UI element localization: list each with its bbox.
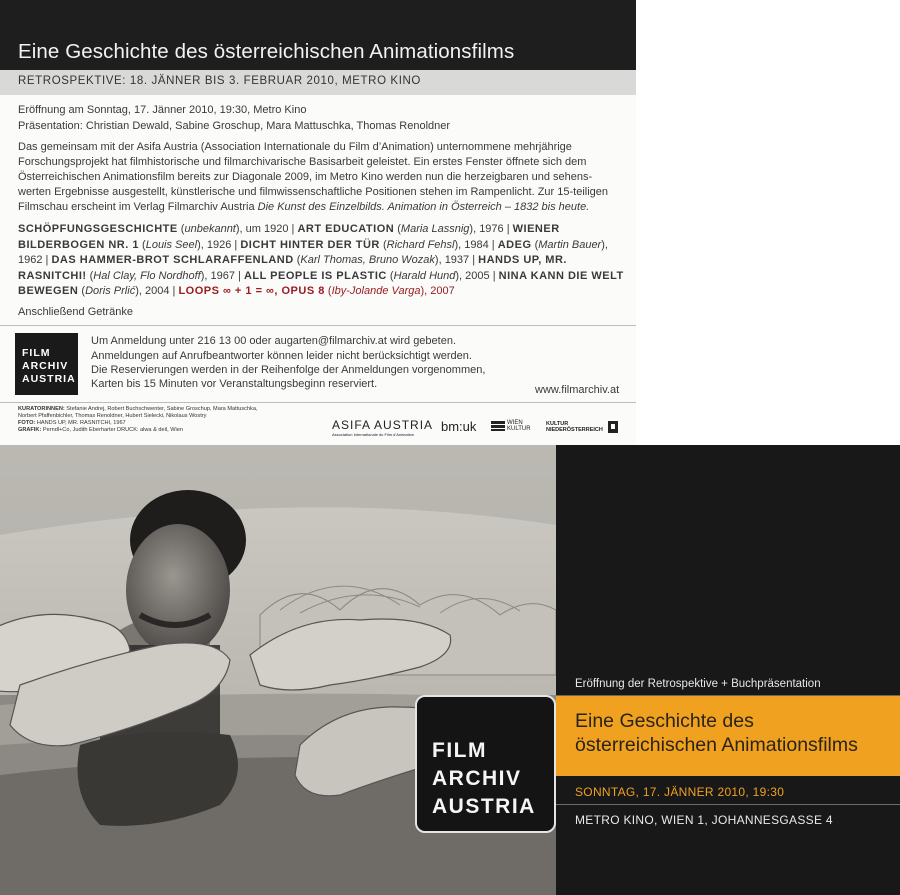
invitation-title: Eine Geschichte des österreichischen Animationsfilms <box>18 40 515 63</box>
credit-text: Norbert Pfaffenbichler, Thomas Renoldner, Hubert Sielecki, Nikolaus Wostry <box>18 413 207 419</box>
film-year: , 1976 <box>473 223 504 235</box>
wien-kultur-logo <box>491 420 531 432</box>
noe-line: NIEDERÖSTERREICH <box>546 427 603 433</box>
flyer-title-box <box>556 696 900 776</box>
credit-line <box>18 406 258 413</box>
credit-label: FOTO: <box>18 420 36 426</box>
film-entry: ADEG (Martin Bauer), 1962 <box>18 238 608 266</box>
closing-note: Anschließend Getränke <box>18 306 133 318</box>
invitation-header <box>0 0 636 70</box>
film-year: , 2007 <box>424 285 455 297</box>
invitation-card <box>0 0 636 445</box>
flyer-title-line: österreichischen Animationsfilms <box>575 734 858 756</box>
book-title: Die Kunst des Einzelbilds. Animation in Österreich – 1832 bis heute. <box>257 201 590 213</box>
asifa-austria-logo <box>332 418 433 437</box>
description-line <box>18 200 589 216</box>
opening-line: Eröffnung am Sonntag, 17. Jänner 2010, 19:30, Metro Kino <box>18 104 307 116</box>
film-entry: WIENER BILDERBOGEN NR. 1 (Louis Seel), 1926 <box>18 223 560 251</box>
film-author: Iby-Jolande Varga <box>331 285 421 297</box>
film-author: Louis Seel <box>145 238 198 251</box>
description-line: Forschungsprojekt hat filmhistorische und filmarchivarische Basisarbeit geleistet. Ein erstes Fenster öffnete sich dem <box>18 156 587 168</box>
film-title: SCHÖPFUNGSGESCHICHTE <box>18 223 178 235</box>
noe-crest-icon <box>608 421 618 433</box>
credit-label: GRAFIK: <box>18 427 42 433</box>
logo-line: FILM <box>22 347 51 359</box>
film-list: SCHÖPFUNGSGESCHICHTE (unbekannt), um 1920 | ART EDUCATION (Maria Lassnig), 1976 | WIENER BILDERBOGEN NR. 1 (Louis Seel), 1926 | DICHT HINTER DER TÜR (Richard Fehsl), 1984 | ADEG (Martin Bauer), 1962 | DAS HAMMER-BROT SCHLARAFFENLAND (Karl Thomas, Bruno Wozak), 1937 | HANDS UP, MR. RASNITCHI! (Hal Clay, Flo Nordhoff), 1967 | ALL PEOPLE IS PLASTIC (Harald Hund), 2005 | NINA KANN DIE WELT BEWEGEN (Doris Prlić), 2004 | LOOPS ∞ + 1 = ∞, OPUS 8 (Iby-Jolande Varga), 2007 <box>18 223 624 297</box>
description-line: Österreichischen Animationsfilm bereits zur Diagonale 2009, im Metro Kino werden nun die herzeigbaren und sehens- <box>18 171 593 183</box>
website-link[interactable]: www.filmarchiv.at <box>535 384 620 396</box>
film-author: Maria Lassnig <box>400 223 470 235</box>
film-year: , 1962 <box>18 238 608 266</box>
credit-text: Perndl+Co, Judith Eberharter DRUCK: alwa & deil, Wien <box>42 427 183 433</box>
credit-text: Stefanie Andrej, Robert Buchschwenter, Sabine Groschup, Mara Mattuschka, <box>66 406 258 412</box>
event-venue: METRO KINO, WIEN 1, JOHANNESGASSE 4 <box>575 813 833 827</box>
flyer-subtitle: Eröffnung der Retrospektive + Buchpräsentation <box>575 678 821 690</box>
film-entry: DAS HAMMER-BROT SCHLARAFFENLAND (Karl Thomas, Bruno Wozak), 1937 <box>51 254 470 266</box>
wien-flag-icon <box>491 420 505 432</box>
credit-label: KURATORINNEN: <box>18 406 65 412</box>
film-author: Karl Thomas, Bruno Wozak <box>300 254 435 266</box>
divider <box>0 325 636 326</box>
kultur-line: KULTUR <box>507 426 531 432</box>
noe-kultur-logo <box>546 421 618 433</box>
film-year: , 1984 <box>458 238 489 251</box>
retrospective-bar <box>0 70 636 95</box>
film-title: ALL PEOPLE IS PLASTIC <box>243 269 387 282</box>
asifa-name: ASIFA AUSTRIA <box>332 418 434 432</box>
film-title: HANDS UP, MR. RASNITCHI! <box>18 254 567 282</box>
description-text: Filmschau erscheint im Verlag Filmarchiv Austria <box>18 201 258 213</box>
retrospective-dates: RETROSPEKTIVE: 18. JÄNNER BIS 3. FEBRUAR 2010, METRO KINO <box>18 75 421 87</box>
registration-line: Karten bis 15 Minuten vor Veranstaltungsbeginn reserviert. <box>91 378 378 390</box>
film-title: LOOPS ∞ + 1 = ∞, OPUS 8 <box>178 285 325 297</box>
film-title: ADEG <box>497 238 532 251</box>
film-year: , 1937 <box>438 254 470 266</box>
film-title: NINA KANN DIE WELT BEWEGEN <box>18 269 624 297</box>
divider <box>0 402 636 403</box>
film-author: Hal Clay, Flo Nordhoff <box>93 269 201 282</box>
filmarchiv-logo <box>15 333 78 395</box>
film-title: DICHT HINTER DER TÜR <box>240 238 380 251</box>
film-entry: HANDS UP, MR. RASNITCHI! (Hal Clay, Flo Nordhoff), 1967 <box>18 254 567 282</box>
filmarchiv-logo-large <box>415 695 556 833</box>
asifa-subtitle: Association Internationale du Film d’Animation <box>332 432 415 437</box>
film-title: DAS HAMMER-BROT SCHLARAFFENLAND <box>51 254 294 266</box>
film-entry: DICHT HINTER DER TÜR (Richard Fehsl), 1984 <box>240 238 489 251</box>
film-author: unbekannt <box>184 223 236 235</box>
film-author: Doris Prlić <box>85 285 136 297</box>
registration-line: Um Anmeldung unter 216 13 00 oder augarten@filmarchiv.at wird gebeten. <box>91 335 457 347</box>
film-entry: LOOPS ∞ + 1 = ∞, OPUS 8 (Iby-Jolande Varga), 2007 <box>178 285 455 297</box>
flyer-title-line: Eine Geschichte des <box>575 710 754 732</box>
credit-line <box>18 420 126 427</box>
film-entry: ALL PEOPLE IS PLASTIC (Harald Hund), 2005 <box>243 269 490 282</box>
logo-line: AUSTRIA <box>432 795 536 818</box>
event-date: SONNTAG, 17. JÄNNER 2010, 19:30 <box>575 785 785 799</box>
film-year: , 2005 <box>459 269 490 282</box>
registration-line: Anmeldungen auf Anrufbeantworter können leider nicht berücksichtigt werden. <box>91 350 472 362</box>
film-year: , 1926 <box>200 238 232 251</box>
logo-line: ARCHIV <box>22 360 69 372</box>
film-entry: NINA KANN DIE WELT BEWEGEN (Doris Prlić), 2004 <box>18 269 624 297</box>
bmuk-logo: bm:uk <box>441 419 477 434</box>
presentation-line: Präsentation: Christian Dewald, Sabine Groschup, Mara Mattuschka, Thomas Renoldner <box>18 120 451 132</box>
description-line: Das gemeinsam mit der Asifa Austria (Association Internationale du Film d’Animation) unternommene mehrjährige <box>18 141 572 153</box>
logo-line: ARCHIV <box>432 767 522 790</box>
flyer-card <box>0 445 900 895</box>
registration-line: Die Reservierungen werden in der Reihenfolge der Anmeldungen vorgenommen, <box>91 364 486 376</box>
film-author: Martin Bauer <box>538 238 602 251</box>
noe-line: KULTUR <box>546 421 569 427</box>
logo-line: AUSTRIA <box>22 373 76 385</box>
credit-text: HANDS UP, MR. RASNITCHI, 1967 <box>36 420 126 426</box>
film-author: Harald Hund <box>393 269 456 282</box>
film-year: , um 1920 <box>239 223 289 235</box>
wien-line: WIEN <box>507 420 523 426</box>
film-entry: SCHÖPFUNGSGESCHICHTE (unbekannt), um 1920 <box>18 223 289 235</box>
description-line: werten Ergebnisse ausgestellt, künstlerische und filmwissenschaftliche Positionen stehen im Rampenlicht. Zur 15-teiligen <box>18 186 609 198</box>
film-year: , 1967 <box>204 269 235 282</box>
logo-line: FILM <box>432 739 487 762</box>
divider <box>556 804 900 805</box>
film-year: , 2004 <box>138 285 170 297</box>
film-entry: ART EDUCATION (Maria Lassnig), 1976 <box>297 223 504 235</box>
film-title: ART EDUCATION <box>297 223 395 235</box>
credit-line <box>18 427 183 434</box>
film-author: Richard Fehsl <box>386 238 455 251</box>
credit-line <box>18 413 206 420</box>
film-title: WIENER BILDERBOGEN NR. 1 <box>18 223 560 251</box>
